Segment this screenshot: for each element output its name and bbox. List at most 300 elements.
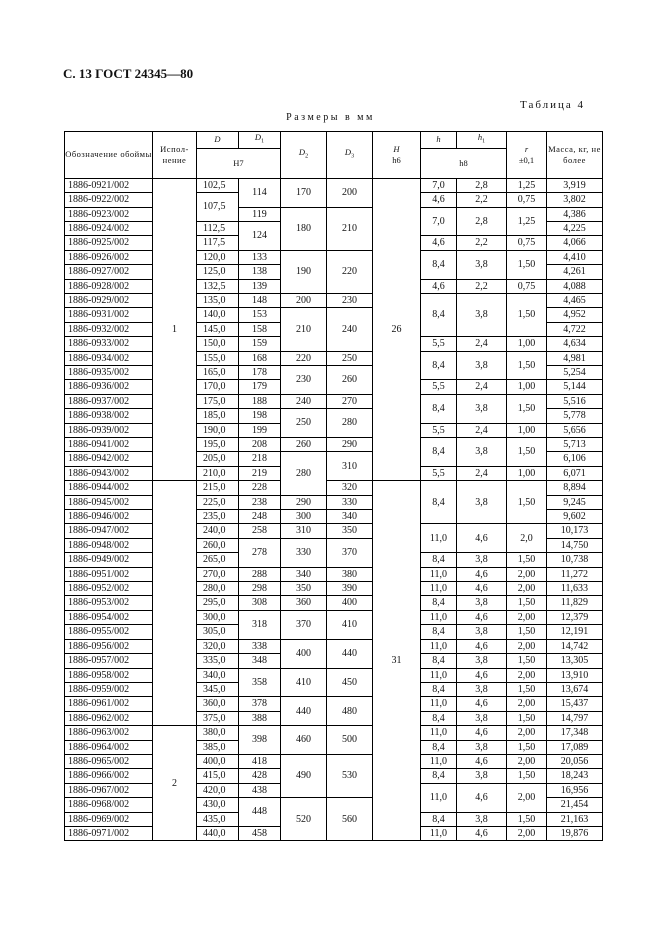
D2-cell: 340 <box>281 567 327 581</box>
designation-cell: 1886-0969/002 <box>65 812 153 826</box>
D-cell: 215,0 <box>197 481 239 495</box>
D-cell: 400,0 <box>197 754 239 768</box>
designation-cell: 1886-0955/002 <box>65 625 153 639</box>
designation-cell: 1886-0947/002 <box>65 524 153 538</box>
r-cell: 1,50 <box>507 812 547 826</box>
r-cell: 1,50 <box>507 293 547 336</box>
D2-cell: 250 <box>281 409 327 438</box>
designation-cell: 1886-0958/002 <box>65 668 153 682</box>
mass-cell: 5,656 <box>547 423 603 437</box>
designation-cell: 1886-0937/002 <box>65 394 153 408</box>
mass-cell: 8,894 <box>547 481 603 495</box>
D1-cell: 138 <box>239 265 281 279</box>
h1-cell: 2,4 <box>457 380 507 394</box>
D1-cell: 298 <box>239 582 281 596</box>
D-cell: 135,0 <box>197 293 239 307</box>
D1-cell: 114 <box>239 178 281 207</box>
h1-cell: 4,6 <box>457 582 507 596</box>
h-cell: 8,4 <box>421 769 457 783</box>
designation-cell: 1886-0964/002 <box>65 740 153 754</box>
h1-cell: 4,6 <box>457 524 507 553</box>
D3-cell: 380 <box>327 567 373 581</box>
designation-cell: 1886-0936/002 <box>65 380 153 394</box>
designation-cell: 1886-0926/002 <box>65 250 153 264</box>
h1-cell: 2,4 <box>457 466 507 480</box>
col-h: h <box>421 132 457 149</box>
h1-cell: 4,6 <box>457 726 507 740</box>
h-cell: 11,0 <box>421 639 457 653</box>
D2-cell: 360 <box>281 596 327 610</box>
D2-cell: 490 <box>281 754 327 797</box>
D-cell: 270,0 <box>197 567 239 581</box>
h1-cell: 2,4 <box>457 423 507 437</box>
r-cell: 1,25 <box>507 178 547 192</box>
mass-cell: 19,876 <box>547 826 603 840</box>
r-cell: 2,00 <box>507 697 547 711</box>
col-D-tolerance: H7 <box>197 148 281 178</box>
mass-cell: 4,981 <box>547 351 603 365</box>
D2-cell: 440 <box>281 697 327 726</box>
D1-cell: 153 <box>239 308 281 322</box>
h1-cell: 4,6 <box>457 610 507 624</box>
h-cell: 8,4 <box>421 553 457 567</box>
h-cell: 11,0 <box>421 754 457 768</box>
designation-cell: 1886-0921/002 <box>65 178 153 192</box>
mass-cell: 17,348 <box>547 726 603 740</box>
D1-cell: 178 <box>239 365 281 379</box>
mass-cell: 12,191 <box>547 625 603 639</box>
mass-cell: 9,602 <box>547 510 603 524</box>
h1-cell: 4,6 <box>457 567 507 581</box>
mass-cell: 3,919 <box>547 178 603 192</box>
D-cell: 435,0 <box>197 812 239 826</box>
h1-cell: 2,2 <box>457 236 507 250</box>
D2-cell: 220 <box>281 351 327 365</box>
D3-cell: 560 <box>327 798 373 841</box>
r-cell: 0,75 <box>507 279 547 293</box>
table-row <box>65 582 603 596</box>
H-cell: 31 <box>373 481 421 841</box>
h-cell: 11,0 <box>421 697 457 711</box>
D1-cell: 418 <box>239 754 281 768</box>
h1-cell: 4,6 <box>457 754 507 768</box>
h1-cell: 2,8 <box>457 207 507 236</box>
table-body <box>65 178 603 841</box>
D3-cell: 530 <box>327 754 373 797</box>
h-cell: 4,6 <box>421 193 457 207</box>
h1-cell: 3,8 <box>457 438 507 467</box>
h-cell: 11,0 <box>421 783 457 812</box>
D-cell: 145,0 <box>197 322 239 336</box>
h1-cell: 3,8 <box>457 394 507 423</box>
D3-cell: 440 <box>327 639 373 668</box>
designation-cell: 1886-0922/002 <box>65 193 153 207</box>
D1-cell: 168 <box>239 351 281 365</box>
r-cell: 2,00 <box>507 783 547 812</box>
h-cell: 11,0 <box>421 567 457 581</box>
D1-cell: 288 <box>239 567 281 581</box>
D-cell: 305,0 <box>197 625 239 639</box>
table-row <box>65 351 603 365</box>
col-D: D <box>197 132 239 149</box>
r-cell: 1,50 <box>507 250 547 279</box>
D1-cell: 458 <box>239 826 281 840</box>
h-cell: 5,5 <box>421 337 457 351</box>
mass-cell: 14,750 <box>547 538 603 552</box>
h-cell: 5,5 <box>421 466 457 480</box>
table-row <box>65 726 603 740</box>
D1-cell: 448 <box>239 798 281 827</box>
designation-cell: 1886-0923/002 <box>65 207 153 221</box>
designation-cell: 1886-0943/002 <box>65 466 153 480</box>
D1-cell: 188 <box>239 394 281 408</box>
mass-cell: 14,742 <box>547 639 603 653</box>
designation-cell: 1886-0952/002 <box>65 582 153 596</box>
h1-cell: 3,8 <box>457 351 507 380</box>
r-cell: 2,00 <box>507 567 547 581</box>
table-row <box>65 524 603 538</box>
mass-cell: 15,437 <box>547 697 603 711</box>
mass-cell: 5,144 <box>547 380 603 394</box>
D3-cell: 320 <box>327 481 373 495</box>
D2-cell: 300 <box>281 510 327 524</box>
D1-cell: 388 <box>239 711 281 725</box>
h1-cell: 3,8 <box>457 769 507 783</box>
r-cell: 2,00 <box>507 610 547 624</box>
designation-cell: 1886-0945/002 <box>65 495 153 509</box>
h1-cell: 3,8 <box>457 711 507 725</box>
H-cell: 26 <box>373 178 421 481</box>
D1-cell: 438 <box>239 783 281 797</box>
designation-cell: 1886-0928/002 <box>65 279 153 293</box>
D3-cell: 310 <box>327 452 373 481</box>
r-cell: 0,75 <box>507 193 547 207</box>
designation-cell: 1886-0949/002 <box>65 553 153 567</box>
col-h-tolerance: h8 <box>421 148 507 178</box>
designation-cell: 1886-0944/002 <box>65 481 153 495</box>
h-cell: 5,5 <box>421 380 457 394</box>
D-cell: 150,0 <box>197 337 239 351</box>
designation-cell: 1886-0948/002 <box>65 538 153 552</box>
mass-cell: 13,305 <box>547 654 603 668</box>
D-cell: 205,0 <box>197 452 239 466</box>
D-cell: 165,0 <box>197 365 239 379</box>
h-cell: 8,4 <box>421 481 457 524</box>
D-cell: 112,5 <box>197 221 239 235</box>
D3-cell: 390 <box>327 582 373 596</box>
D1-cell: 139 <box>239 279 281 293</box>
mass-cell: 11,633 <box>547 582 603 596</box>
h1-cell: 3,8 <box>457 654 507 668</box>
mass-cell: 5,254 <box>547 365 603 379</box>
D3-cell: 270 <box>327 394 373 408</box>
D3-cell: 410 <box>327 610 373 639</box>
designation-cell: 1886-0946/002 <box>65 510 153 524</box>
table-row <box>65 697 603 711</box>
mass-cell: 4,634 <box>547 337 603 351</box>
r-cell: 2,00 <box>507 726 547 740</box>
mass-cell: 11,829 <box>547 596 603 610</box>
D2-cell: 330 <box>281 538 327 567</box>
h1-cell: 2,2 <box>457 279 507 293</box>
designation-cell: 1886-0957/002 <box>65 654 153 668</box>
D3-cell: 280 <box>327 409 373 438</box>
r-cell: 1,50 <box>507 625 547 639</box>
table-row <box>65 178 603 192</box>
D2-cell: 460 <box>281 726 327 755</box>
D-cell: 125,0 <box>197 265 239 279</box>
h-cell: 11,0 <box>421 668 457 682</box>
version-cell: 1 <box>153 178 197 481</box>
col-mass: Масса, кг, не более <box>547 132 603 179</box>
D1-cell: 218 <box>239 452 281 466</box>
h1-cell: 3,8 <box>457 625 507 639</box>
D-cell: 107,5 <box>197 193 239 222</box>
version-cell: 2 <box>153 726 197 841</box>
mass-cell: 4,410 <box>547 250 603 264</box>
D-cell: 360,0 <box>197 697 239 711</box>
h1-cell: 3,8 <box>457 682 507 696</box>
D2-cell: 400 <box>281 639 327 668</box>
D-cell: 340,0 <box>197 668 239 682</box>
h-cell: 8,4 <box>421 740 457 754</box>
D1-cell: 133 <box>239 250 281 264</box>
D2-cell: 310 <box>281 524 327 538</box>
h-cell: 8,4 <box>421 250 457 279</box>
r-cell: 1,50 <box>507 740 547 754</box>
mass-cell: 21,163 <box>547 812 603 826</box>
D3-cell: 220 <box>327 250 373 293</box>
r-cell: 0,75 <box>507 236 547 250</box>
h-cell: 4,6 <box>421 279 457 293</box>
D1-cell: 148 <box>239 293 281 307</box>
designation-cell: 1886-0939/002 <box>65 423 153 437</box>
designation-cell: 1886-0929/002 <box>65 293 153 307</box>
designation-cell: 1886-0941/002 <box>65 438 153 452</box>
D1-cell: 158 <box>239 322 281 336</box>
mass-cell: 4,465 <box>547 293 603 307</box>
D-cell: 117,5 <box>197 236 239 250</box>
designation-cell: 1886-0959/002 <box>65 682 153 696</box>
table-row <box>65 639 603 653</box>
h-cell: 8,4 <box>421 351 457 380</box>
designation-cell: 1886-0951/002 <box>65 567 153 581</box>
designation-cell: 1886-0968/002 <box>65 798 153 812</box>
D-cell: 420,0 <box>197 783 239 797</box>
D-cell: 195,0 <box>197 438 239 452</box>
D-cell: 120,0 <box>197 250 239 264</box>
D-cell: 240,0 <box>197 524 239 538</box>
D2-cell: 240 <box>281 394 327 408</box>
r-cell: 1,50 <box>507 553 547 567</box>
designation-cell: 1886-0925/002 <box>65 236 153 250</box>
r-cell: 1,00 <box>507 466 547 480</box>
D3-cell: 500 <box>327 726 373 755</box>
D-cell: 132,5 <box>197 279 239 293</box>
designation-cell: 1886-0961/002 <box>65 697 153 711</box>
h1-cell: 3,8 <box>457 740 507 754</box>
D-cell: 430,0 <box>197 798 239 812</box>
r-cell: 1,00 <box>507 337 547 351</box>
mass-cell: 18,243 <box>547 769 603 783</box>
D1-cell: 258 <box>239 524 281 538</box>
mass-cell: 12,379 <box>547 610 603 624</box>
h-cell: 7,0 <box>421 178 457 192</box>
h1-cell: 4,6 <box>457 697 507 711</box>
mass-cell: 13,910 <box>547 668 603 682</box>
h-cell: 8,4 <box>421 812 457 826</box>
table-label: Таблица 4 <box>520 99 586 111</box>
mass-cell: 11,272 <box>547 567 603 581</box>
designation-cell: 1886-0927/002 <box>65 265 153 279</box>
mass-cell: 16,956 <box>547 783 603 797</box>
D1-cell: 219 <box>239 466 281 480</box>
h-cell: 4,6 <box>421 236 457 250</box>
table-caption: Размеры в мм <box>286 112 375 123</box>
r-cell: 2,00 <box>507 754 547 768</box>
table-row <box>65 481 603 495</box>
r-cell: 1,50 <box>507 596 547 610</box>
h-cell: 8,4 <box>421 711 457 725</box>
D-cell: 175,0 <box>197 394 239 408</box>
D1-cell: 198 <box>239 409 281 423</box>
D2-cell: 180 <box>281 207 327 250</box>
D2-cell: 280 <box>281 452 327 495</box>
designation-cell: 1886-0953/002 <box>65 596 153 610</box>
D1-cell: 208 <box>239 438 281 452</box>
D3-cell: 240 <box>327 308 373 351</box>
col-version: Испол-нение <box>153 132 197 179</box>
mass-cell: 10,738 <box>547 553 603 567</box>
D3-cell: 210 <box>327 207 373 250</box>
D-cell: 385,0 <box>197 740 239 754</box>
mass-cell: 10,173 <box>547 524 603 538</box>
col-D3: $D_3$ <box>327 132 373 179</box>
mass-cell: 4,722 <box>547 322 603 336</box>
D3-cell: 370 <box>327 538 373 567</box>
D3-cell: 350 <box>327 524 373 538</box>
D2-cell: 230 <box>281 365 327 394</box>
designation-cell: 1886-0932/002 <box>65 322 153 336</box>
col-D1: $D_1$ <box>239 132 281 149</box>
h-cell: 8,4 <box>421 654 457 668</box>
mass-cell: 6,071 <box>547 466 603 480</box>
designation-cell: 1886-0962/002 <box>65 711 153 725</box>
table-row <box>65 207 603 221</box>
table-row <box>65 438 603 452</box>
h-cell: 8,4 <box>421 394 457 423</box>
D-cell: 295,0 <box>197 596 239 610</box>
h1-cell: 4,6 <box>457 826 507 840</box>
D1-cell: 308 <box>239 596 281 610</box>
D-cell: 345,0 <box>197 682 239 696</box>
mass-cell: 4,952 <box>547 308 603 322</box>
D2-cell: 200 <box>281 293 327 307</box>
col-H: H h6 <box>373 132 421 179</box>
D-cell: 300,0 <box>197 610 239 624</box>
r-cell: 1,50 <box>507 394 547 423</box>
D-cell: 265,0 <box>197 553 239 567</box>
D-cell: 415,0 <box>197 769 239 783</box>
D1-cell: 199 <box>239 423 281 437</box>
designation-cell: 1886-0966/002 <box>65 769 153 783</box>
D2-cell: 290 <box>281 495 327 509</box>
D-cell: 280,0 <box>197 582 239 596</box>
h-cell: 11,0 <box>421 582 457 596</box>
col-r: r ±0,1 <box>507 132 547 179</box>
h-cell: 5,5 <box>421 423 457 437</box>
version-cell <box>153 481 197 726</box>
designation-cell: 1886-0971/002 <box>65 826 153 840</box>
r-cell: 1,50 <box>507 654 547 668</box>
D1-cell: 179 <box>239 380 281 394</box>
r-cell: 1,50 <box>507 438 547 467</box>
D2-cell: 410 <box>281 668 327 697</box>
D2-cell: 370 <box>281 610 327 639</box>
D1-cell: 278 <box>239 538 281 567</box>
D1-cell: 428 <box>239 769 281 783</box>
col-D2: $D_2$ <box>281 132 327 179</box>
table-row <box>65 754 603 768</box>
r-cell: 1,50 <box>507 711 547 725</box>
mass-cell: 4,088 <box>547 279 603 293</box>
h-cell: 8,4 <box>421 438 457 467</box>
designation-cell: 1886-0931/002 <box>65 308 153 322</box>
mass-cell: 4,386 <box>547 207 603 221</box>
mass-cell: 13,674 <box>547 682 603 696</box>
D-cell: 380,0 <box>197 726 239 740</box>
h1-cell: 2,2 <box>457 193 507 207</box>
D1-cell: 338 <box>239 639 281 653</box>
h-cell: 7,0 <box>421 207 457 236</box>
mass-cell: 20,056 <box>547 754 603 768</box>
h1-cell: 4,6 <box>457 783 507 812</box>
D3-cell: 200 <box>327 178 373 207</box>
D1-cell: 159 <box>239 337 281 351</box>
h1-cell: 4,6 <box>457 639 507 653</box>
D2-cell: 210 <box>281 308 327 351</box>
page-title: С. 13 ГОСТ 24345—80 <box>63 66 194 81</box>
h-cell: 8,4 <box>421 293 457 336</box>
designation-cell: 1886-0942/002 <box>65 452 153 466</box>
h1-cell: 3,8 <box>457 596 507 610</box>
mass-cell: 17,089 <box>547 740 603 754</box>
D-cell: 185,0 <box>197 409 239 423</box>
D1-cell: 238 <box>239 495 281 509</box>
mass-cell: 9,245 <box>547 495 603 509</box>
D1-cell: 124 <box>239 221 281 250</box>
table-row <box>65 610 603 624</box>
r-cell: 2,00 <box>507 639 547 653</box>
D3-cell: 400 <box>327 596 373 610</box>
mass-cell: 5,778 <box>547 409 603 423</box>
mass-cell: 4,225 <box>547 221 603 235</box>
h1-cell: 2,4 <box>457 337 507 351</box>
r-cell: 2,00 <box>507 582 547 596</box>
h-cell: 8,4 <box>421 625 457 639</box>
D1-cell: 228 <box>239 481 281 495</box>
D-cell: 440,0 <box>197 826 239 840</box>
D1-cell: 358 <box>239 668 281 697</box>
h1-cell: 3,8 <box>457 481 507 524</box>
mass-cell: 21,454 <box>547 798 603 812</box>
designation-cell: 1886-0935/002 <box>65 365 153 379</box>
D1-cell: 398 <box>239 726 281 755</box>
mass-cell: 3,802 <box>547 193 603 207</box>
h1-cell: 3,8 <box>457 553 507 567</box>
designation-cell: 1886-0963/002 <box>65 726 153 740</box>
D3-cell: 450 <box>327 668 373 697</box>
